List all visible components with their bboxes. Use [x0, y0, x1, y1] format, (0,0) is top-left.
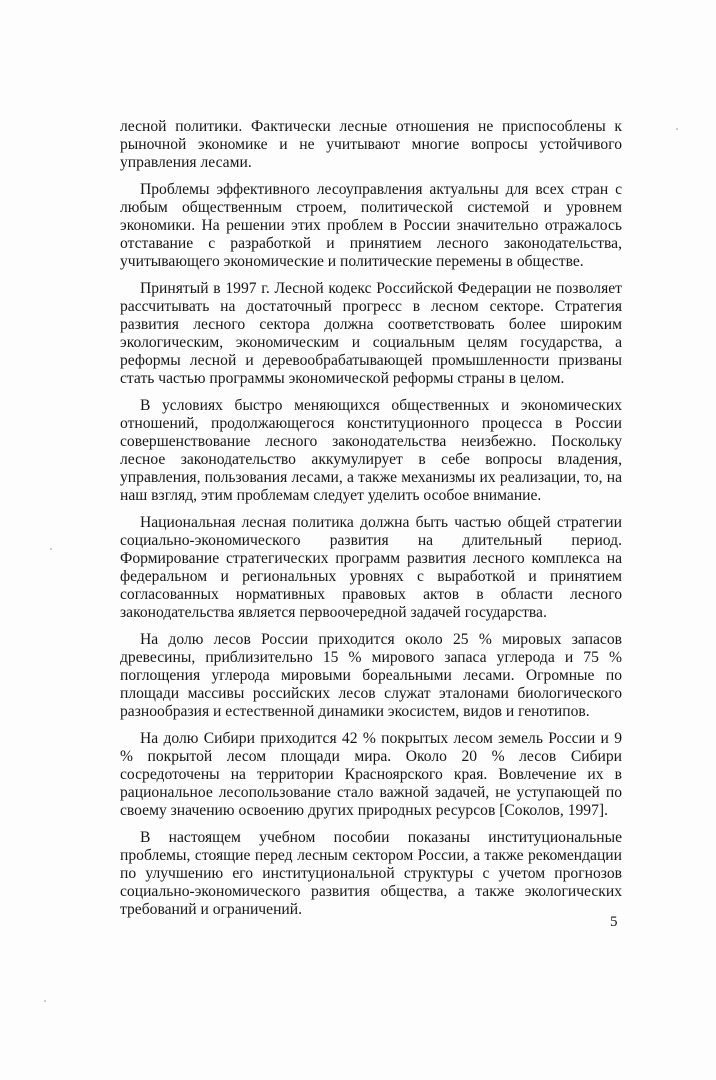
- paragraph-7: На долю Сибири приходится 42 % покрытых лесом земель России и 9 % покрытой лесом площади мира. Около 20 % лесов Сибири сосредоточены на территории Красноярского края. Вовлечение их в рациональное лесопользование стало важной задачей, не уступающей по своему значению освоению других природных ресурсов [Соколов, 1997].: [120, 730, 622, 819]
- scan-speck: [50, 548, 52, 550]
- scan-speck: [676, 128, 678, 130]
- paragraph-8: В настоящем учебном пособии показаны институциональные проблемы, стоящие перед лесным сектором России, а также рекомендации по улучшению его институциональной структуры с учетом прогнозов социально-экономического развития общества, а также экологических требований и ограничений.: [120, 829, 622, 918]
- body-text: [120, 118, 622, 928]
- scan-speck: [44, 1000, 46, 1002]
- paragraph-6: На долю лесов России приходится около 25 % мировых запасов древесины, приблизительно 15 % мирового запаса углерода и 75 % поглощения углерода мировыми бореальными лесами. Огромные по площади массивы российских лесов служат эталонами биологического разнообразия и естественной динамики экосистем, видов и генотипов.: [120, 631, 622, 720]
- paragraph-5: Национальная лесная политика должна быть частью общей стратегии социально-экономического развития на длительный период. Формирование стратегических программ развития лесного комплекса на федеральном и региональных уровнях с выработкой и принятием согласованных нормативных правовых актов в области лесного законодательства является первоочередной задачей государства.: [120, 514, 622, 621]
- paragraph-1: лесной политики. Фактически лесные отношения не приспособлены к рыночной экономике и не учитывают многие вопросы устойчивого управления лесами.: [120, 118, 622, 171]
- paragraph-2: Проблемы эффективного лесоуправления актуальны для всех стран с любым общественным строем, политической системой и уровнем экономики. На решении этих проблем в России значительно отражалось отставание с разработкой и принятием лесного законодательства, учитывающего экономические и политические перемены в обществе.: [120, 181, 622, 270]
- page-number: 5: [610, 914, 618, 930]
- paragraph-3: Принятый в 1997 г. Лесной кодекс Российской Федерации не позволяет рассчитывать на достаточный прогресс в лесном секторе. Стратегия развития лесного сектора должна соответствовать более широким экологическим, экономическим и социальным целям государства, а реформы лесной и деревообрабатывающей промышленности призваны стать частью программы экономической реформы страны в целом.: [120, 280, 622, 387]
- paragraph-4: В условиях быстро меняющихся общественных и экономических отношений, продолжающегося конституционного процесса в России совершенствование лесного законодательства неизбежно. Поскольку лесное законодательство аккумулирует в себе вопросы владения, управления, пользования лесами, а также механизмы их реализации, то, на наш взгляд, этим проблемам следует уделить особое внимание.: [120, 397, 622, 504]
